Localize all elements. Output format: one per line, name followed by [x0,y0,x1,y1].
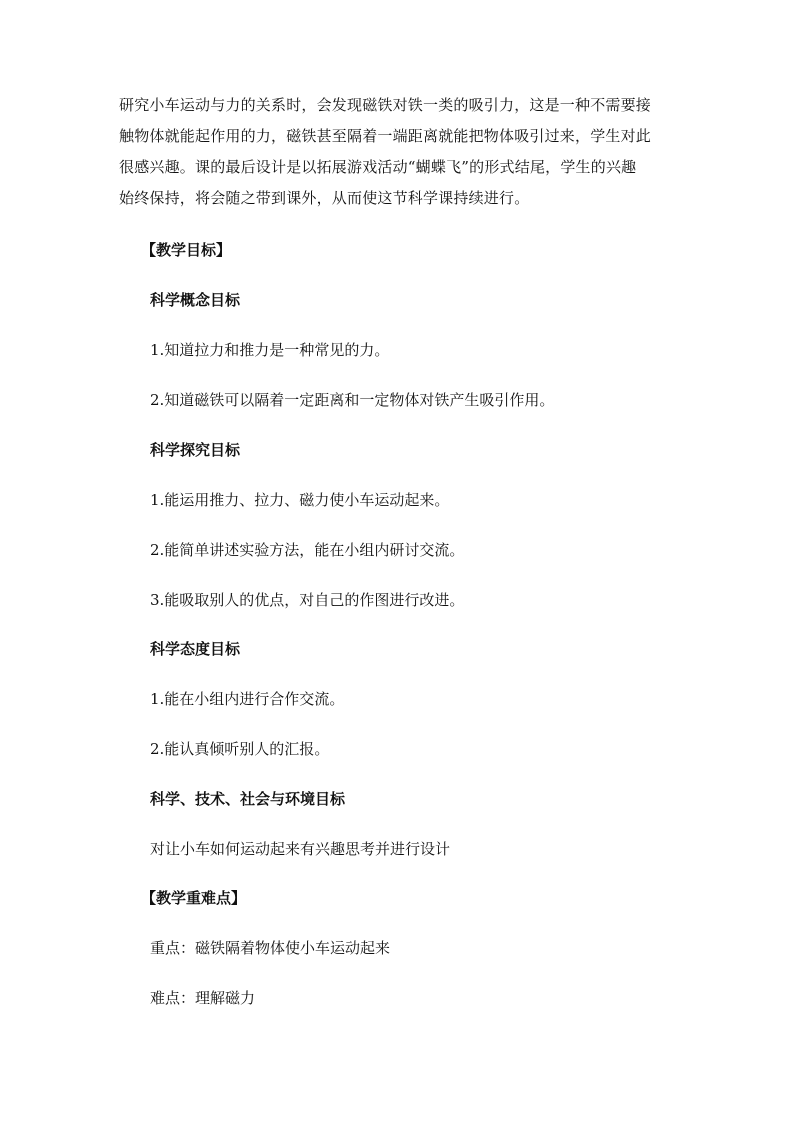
inquiry-objective-item: 3.能吸取别人的优点，对自己的作图进行改进。 [150,591,465,609]
key-point-focus: 重点：磁铁隔着物体使小车运动起来 [150,939,391,957]
sts-objective-text: 对让小车如何运动起来有兴趣思考并进行设计 [150,840,451,858]
inquiry-objectives-title: 科学探究目标 [150,441,241,459]
intro-line: 始终保持，将会随之带到课外，从而使这节科学课持续进行。 [119,189,530,207]
intro-line: 研究小车运动与力的关系时，会发现磁铁对铁一类的吸引力，这是一种不需要接 [119,96,652,114]
sts-objectives-title: 科学、技术、社会与环境目标 [150,790,346,808]
intro-paragraph [119,90,679,214]
concept-objectives-title: 科学概念目标 [150,291,241,309]
concept-objective-item: 1.知道拉力和推力是一种常见的力。 [150,341,390,359]
inquiry-objective-item: 1.能运用推力、拉力、磁力使小车运动起来。 [150,491,450,509]
intro-line: 很感兴趣。课的最后设计是以拓展游戏活动“蝴蝶飞”的形式结尾，学生的兴趣 [119,158,637,176]
attitude-objective-item: 2.能认真倾听别人的汇报。 [150,740,330,758]
attitude-objectives-title: 科学态度目标 [150,640,241,658]
key-points-heading: 【教学重难点】 [141,889,247,907]
objectives-heading: 【教学目标】 [141,241,232,259]
key-point-difficulty: 难点：理解磁力 [150,989,256,1007]
inquiry-objective-item: 2.能简单讲述实验方法，能在小组内研讨交流。 [150,541,465,559]
concept-objective-item: 2.知道磁铁可以隔着一定距离和一定物体对铁产生吸引作用。 [150,391,555,409]
attitude-objective-item: 1.能在小组内进行合作交流。 [150,690,345,708]
intro-line: 触物体就能起作用的力，磁铁甚至隔着一端距离就能把物体吸引过来，学生对此 [119,127,652,145]
